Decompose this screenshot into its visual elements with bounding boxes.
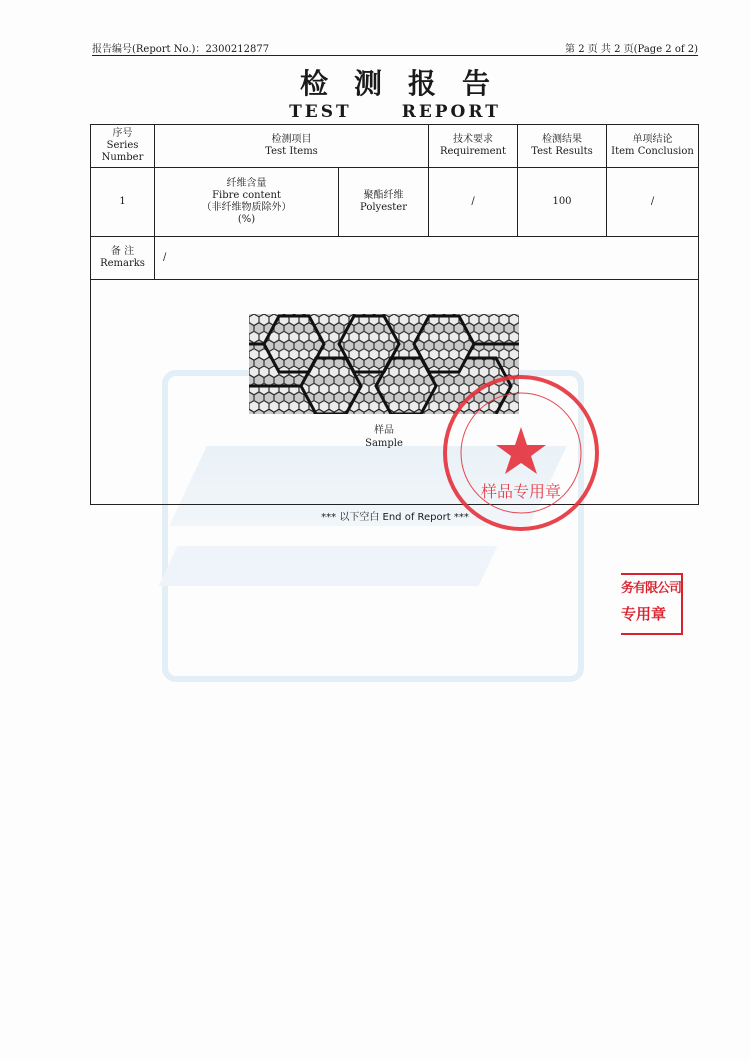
seal-label: 样品专用章 xyxy=(480,482,561,501)
report-number-label: 报告编号(Report No.)： xyxy=(92,43,206,55)
row-conclusion: / xyxy=(607,168,699,237)
title-chinese: 检测报告 xyxy=(299,67,516,100)
header-test-items: 检测项目 Test Items xyxy=(155,125,429,168)
remarks-label: 备 注 Remarks xyxy=(91,237,155,280)
test-results-table xyxy=(90,124,699,505)
header-conclusion: 单项结论 Item Conclusion xyxy=(607,125,699,168)
page-info: 第 2 页 共 2 页(Page 2 of 2) xyxy=(565,43,698,55)
company-stamp-line1: 务有限公司 xyxy=(621,581,682,596)
report-number xyxy=(92,40,269,55)
company-stamp-line2: 专用章 xyxy=(621,605,667,623)
remarks-row xyxy=(91,237,699,280)
table-header-row xyxy=(91,125,699,168)
company-stamp xyxy=(621,573,683,631)
title-english-word-1: TEST xyxy=(289,102,352,122)
row-sub-item: 聚酯纤维 Polyester xyxy=(339,168,429,237)
row-requirement: / xyxy=(429,168,518,237)
title-english xyxy=(92,102,698,122)
header-divider xyxy=(92,55,698,56)
row-number: 1 xyxy=(91,168,155,237)
header-series: 序号 Series Number xyxy=(91,125,155,168)
table-row xyxy=(91,168,699,237)
remarks-value: / xyxy=(155,237,699,280)
end-of-report: *** 以下空白 End of Report *** xyxy=(321,512,469,523)
title-english-word-2: REPORT xyxy=(401,102,501,122)
row-test-item: 纤维含量 Fibre content （非纤维物质除外） (%) xyxy=(155,168,339,237)
sample-caption: 样品 Sample xyxy=(365,425,403,449)
seal-graphic xyxy=(447,379,595,527)
header-results: 检测结果 Test Results xyxy=(518,125,607,168)
sample-row xyxy=(91,280,699,505)
sample-cell xyxy=(91,280,699,505)
header-requirement: 技术要求 Requirement xyxy=(429,125,518,168)
report-header xyxy=(92,40,698,54)
row-result: 100 xyxy=(518,168,607,237)
report-number-value: 2300212877 xyxy=(205,43,270,55)
